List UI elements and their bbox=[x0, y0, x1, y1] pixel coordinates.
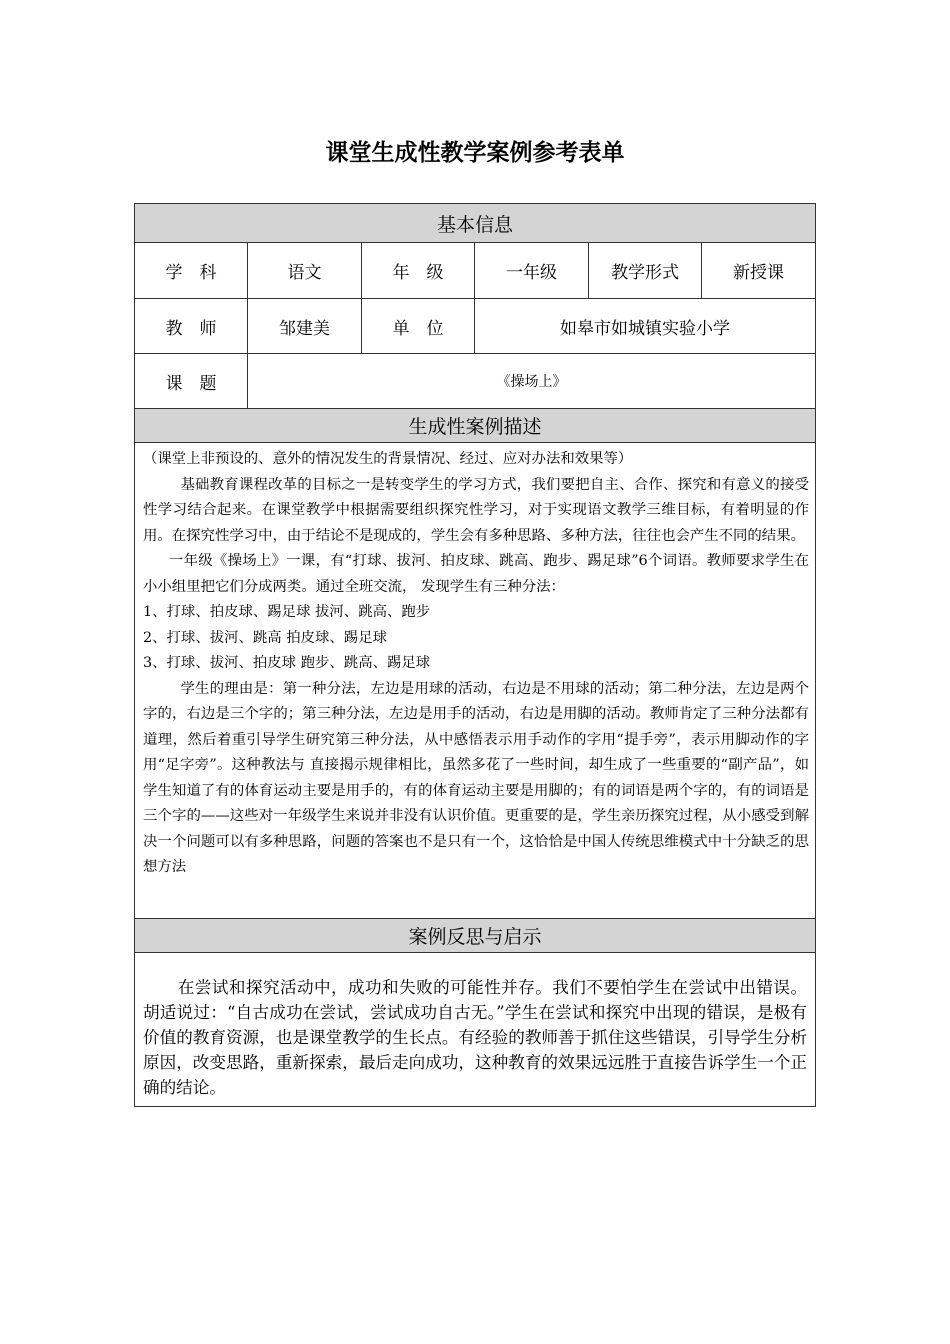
section-header-description: 生成性案例描述 bbox=[135, 409, 816, 443]
description-body bbox=[135, 443, 816, 919]
classification-item: 2、打球、拔河、跳高 拍皮球、踢足球 bbox=[143, 629, 387, 646]
description-paragraph: 基础教育课程改革的目标之一是转变学生的学习方式，我们要把自主、合作、探究和有意义的接受性学习结合起来。在课堂教学中根据需要组织探究性学习，对于实现语文教学三维目标，有着明显的作用。在探究性学习中，由于结论不是现成的，学生会有多种思路、多种方法，往往也会产生不同的结果。 bbox=[143, 476, 810, 544]
teacher-value: 邹建美 bbox=[248, 299, 362, 354]
classification-item: 3、打球、拔河、拍皮球 跑步、跳高、踢足球 bbox=[143, 655, 431, 671]
page-title: 课堂生成性教学案例参考表单 bbox=[325, 140, 625, 166]
topic-label: 课 题 bbox=[135, 354, 248, 409]
section-header-basic-info: 基本信息 bbox=[135, 204, 816, 243]
reflection-paragraph: 在尝试和探究活动中，成功和失败的可能性并存。我们不要怕学生在尝试中出错误。胡适说过：“自古成功在尝试，尝试成功自古无。”学生在尝试和探究中出现的错误，是极有价值的教育资源，也是课堂教学的生长点。有经验的教师善于抓住这些错误，引导学生分析原因，改变思路，重新探索，最后走向成功，这种教育的效果远远胜于直接告诉学生一个正确的结论。 bbox=[143, 978, 808, 1097]
reflection-body bbox=[135, 953, 816, 1107]
unit-value: 如皋市如城镇实验小学 bbox=[475, 299, 816, 354]
case-form-table bbox=[134, 203, 816, 1107]
classification-item: 1、打球、拍皮球、踢足球 拔河、跳高、跑步 bbox=[143, 604, 431, 620]
unit-label: 单 位 bbox=[362, 299, 475, 354]
description-paragraph: 学生的理由是：第一种分法，左边是用球的活动，右边是不用球的活动；第二种分法，左边是两个字的，右边是三个字的；第三种分法，左边是用手的活动，右边是用脚的活动。教师肯定了三种分法都有道理，然后着重引导学生研究第三种分法，从中感悟表示用手动作的字用“提手旁”，表示用脚动作的字用“足字旁”。这种教法与 直接揭示规律相比，虽然多花了一些时间，却生成了一些重要的“副产品”，如学生知道了有的体育运动主要是用手的，有的体育运动主要是用脚的；有的词语是两个字的，有的词语是三个字的——这些对一年级学生来说并非没有认识价值。更重要的是，学生亲历探究过程，从小感受到解决一个问题可以有多种思路，问题的答案也不是只有一个，这恰恰是中国人传统思维模式中十分缺乏的思想方法 bbox=[143, 680, 810, 875]
form-value: 新授课 bbox=[702, 243, 816, 299]
description-note: （课堂上非预设的、意外的情况发生的背景情况、经过、应对办法和效果等） bbox=[143, 451, 633, 467]
section-header-reflection: 案例反思与启示 bbox=[135, 919, 816, 953]
teacher-label: 教 师 bbox=[135, 299, 248, 354]
subject-label: 学 科 bbox=[135, 243, 248, 299]
description-paragraph: 一年级《操场上》一课，有“打球、拔河、拍皮球、跳高、跑步、踢足球”6个词语。教师要求学生在小小组里把它们分成两类。通过全班交流， 发现学生有三种分法： bbox=[143, 553, 810, 595]
topic-value: 《操场上》 bbox=[248, 354, 816, 409]
grade-label: 年 级 bbox=[362, 243, 475, 299]
grade-value: 一年级 bbox=[475, 243, 589, 299]
subject-value: 语文 bbox=[248, 243, 362, 299]
form-label: 教学形式 bbox=[589, 243, 702, 299]
